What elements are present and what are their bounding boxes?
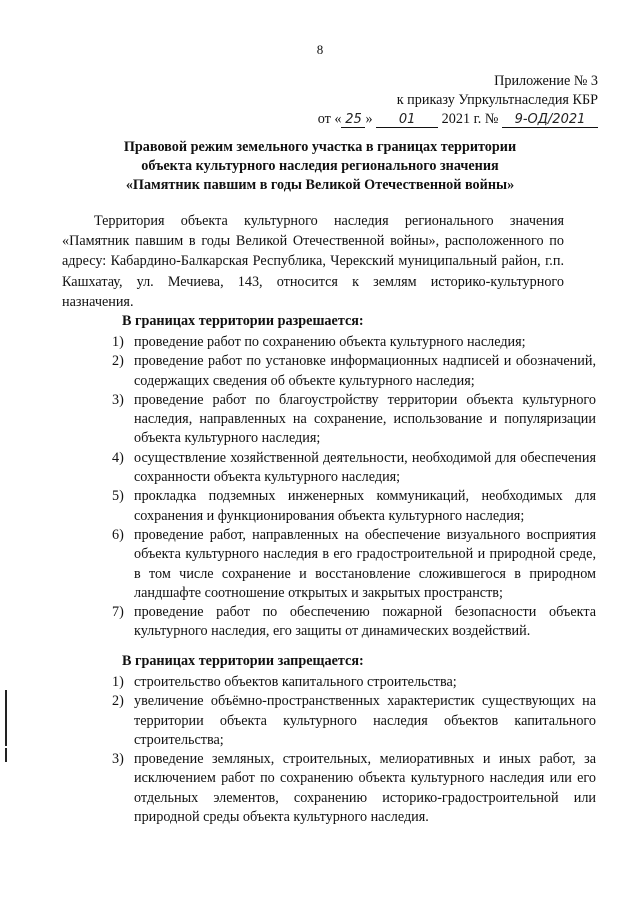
- page-number: 8: [316, 42, 324, 57]
- title-line-3: «Памятник павшим в годы Великой Отечественной войны»: [125, 177, 515, 193]
- list-item-text: проведение работ по установке информационных надписей и обозначений, содержащих сведения об объекте культурного наследия;: [134, 353, 596, 389]
- list-item-text: осуществление хозяйственной деятельности, необходимой для обеспечения сохранности объекта культурного наследия;: [134, 449, 596, 486]
- handwritten-order-number: 9-ОД/2021: [502, 113, 598, 128]
- list-item-number: 3): [112, 751, 124, 768]
- margin-mark: [5, 690, 7, 746]
- list-item: [94, 673, 596, 692]
- list-item-number: 3): [112, 391, 124, 408]
- list-item-text: прокладка подземных инженерных коммуникаций, необходимых для сохранения и функционирования объекта культурного наследия;: [134, 488, 596, 524]
- list-item: [94, 391, 596, 449]
- title-line-2: объекта культурного наследия регионального значения: [141, 158, 499, 174]
- list-item: [94, 333, 596, 352]
- annex-order-reference: к приказу Упркультнаследия КБР: [396, 92, 598, 108]
- annex-title: Приложение № 3: [494, 73, 598, 89]
- list-item: [94, 750, 596, 827]
- margin-mark: [5, 748, 7, 762]
- handwritten-month: 01: [376, 113, 438, 128]
- handwritten-day: 25: [341, 113, 365, 128]
- list-item: [94, 526, 596, 603]
- list-item-number: 4): [112, 449, 124, 466]
- list-item: [94, 603, 596, 642]
- list-item: [94, 692, 596, 750]
- list-item-number: 7): [112, 604, 124, 621]
- intro-paragraph: Территория объекта культурного наследия регионального значения «Памятник павшим в годы Великой Отечественной войны», расположенного по адресу: Кабардино-Балкарская Республика, Черекский муниципальный район, г.п. Кашхатау, ул. Мечиева, 143, относится к землям историко-культурного назначения.: [62, 213, 564, 310]
- list-item-text: проведение работ, направленных на обеспечение визуального восприятия объекта культурного наследия в его градостроительной и природной среде, в том числе сохранение и восстановление сложившегося в природном ландшафте соотношение открытых и закрытых пространств;: [134, 526, 596, 601]
- list-item: [94, 352, 596, 391]
- forbidden-list: [94, 673, 596, 827]
- title-line-1: Правовой режим земельного участка в границах территории: [123, 139, 517, 155]
- list-item: [94, 449, 596, 488]
- date-mid: »: [365, 111, 373, 127]
- list-item-number: 1): [112, 674, 124, 690]
- allowed-section: [94, 312, 596, 642]
- list-item-number: 2): [112, 693, 124, 710]
- list-item-text: проведение земляных, строительных, мелиоративных и иных работ, за исключением работ по сохранению объекта культурного наследия или его отдельных элементов, сохранению историко-градостроительной или природной среды объекта культурного наследия.: [134, 751, 596, 826]
- allowed-heading: В границах территории разрешается:: [122, 313, 364, 329]
- forbidden-section: [94, 652, 596, 827]
- annex-block: [318, 72, 598, 129]
- list-item-number: 5): [112, 488, 124, 505]
- list-item-number: 2): [112, 353, 124, 370]
- list-item: [94, 487, 596, 526]
- list-item-text: проведение работ по благоустройству территории объекта культурного наследия, направленных на сохранение, использование и популяризации объекта культурного наследия;: [134, 391, 596, 447]
- allowed-list: [94, 333, 596, 642]
- forbidden-heading: В границах территории запрещается:: [122, 653, 364, 669]
- annex-date-line: [318, 110, 598, 129]
- date-year: 2021 г. №: [441, 111, 499, 127]
- list-item-number: 6): [112, 526, 124, 543]
- list-item-text: проведение работ по сохранению объекта культурного наследия;: [134, 334, 526, 350]
- list-item-text: проведение работ по обеспечению пожарной безопасности объекта культурного наследия, его защиты от динамических воздействий.: [134, 604, 596, 640]
- list-item-text: увеличение объёмно-пространственных характеристик существующих на территории объекта культурного наследия объектов капитального строительства;: [134, 693, 596, 748]
- document-title: [40, 138, 600, 195]
- list-item-number: 1): [112, 334, 124, 350]
- date-prefix: от «: [317, 111, 342, 127]
- list-item-text: строительство объектов капитального строительства;: [134, 674, 457, 690]
